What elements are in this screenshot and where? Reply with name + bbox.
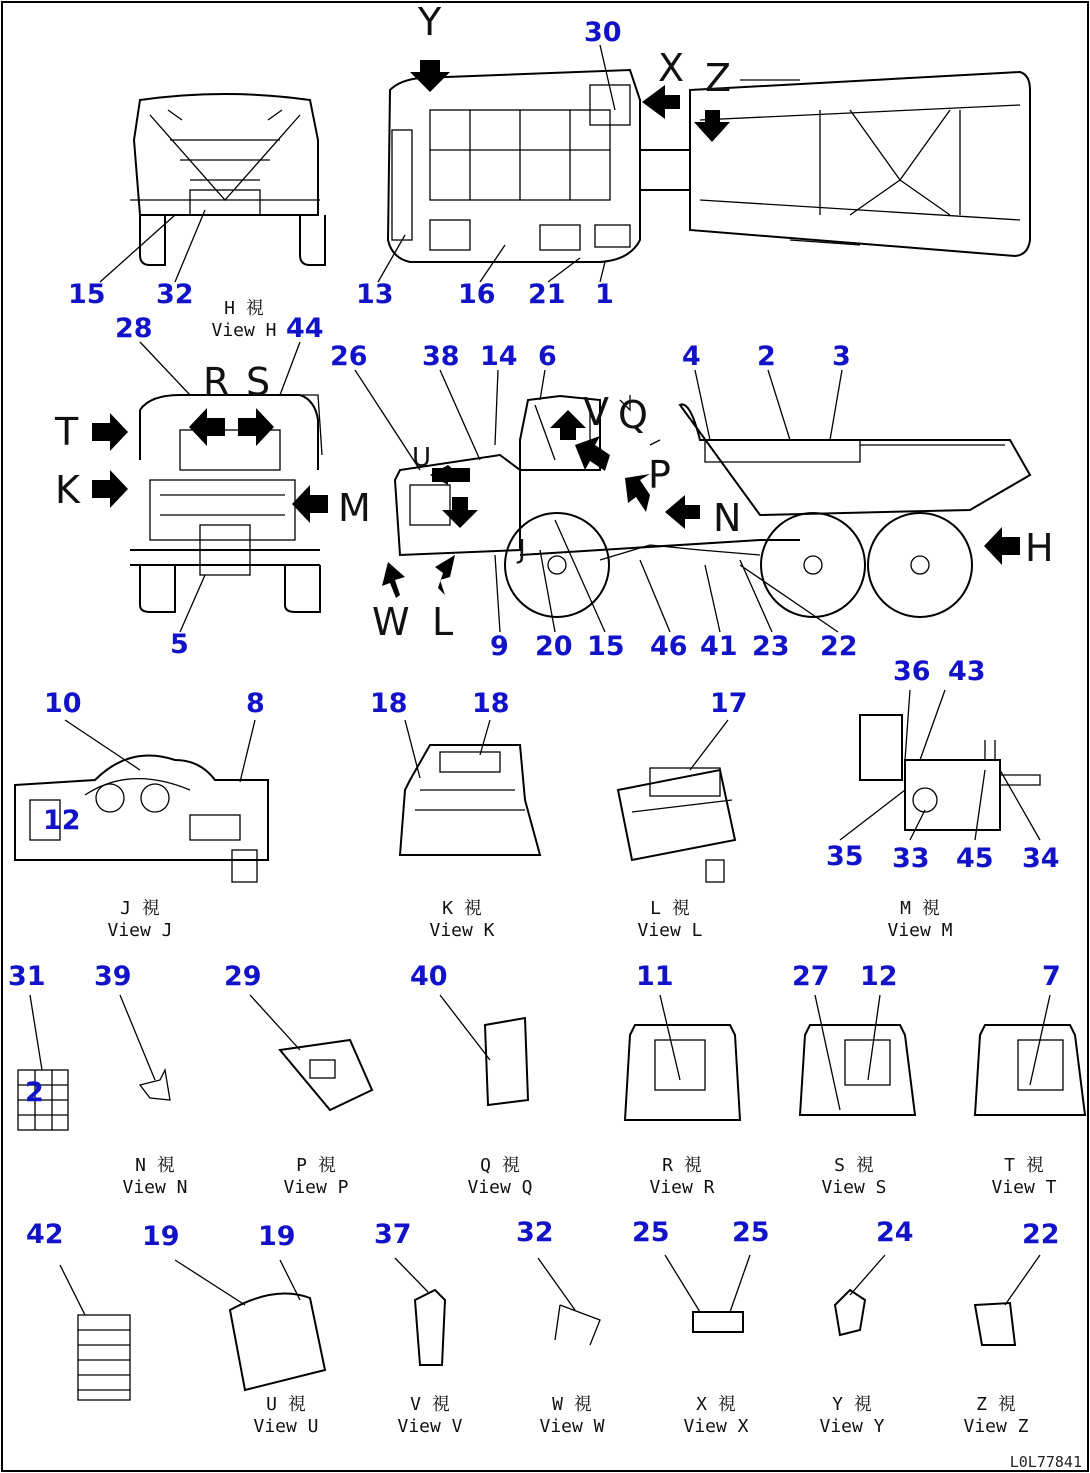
arrow-letter-l: L bbox=[432, 600, 454, 644]
callout-11: 11 bbox=[636, 961, 674, 992]
callout-27: 27 bbox=[792, 961, 830, 992]
callout-32-top: 32 bbox=[156, 279, 194, 310]
arrow-letter-w: W bbox=[372, 600, 410, 644]
callout-19-left: 19 bbox=[142, 1221, 180, 1252]
callout-3: 3 bbox=[832, 341, 851, 372]
callout-42: 42 bbox=[26, 1219, 64, 1250]
callout-9: 9 bbox=[490, 631, 509, 662]
arrow-m bbox=[292, 485, 328, 523]
callout-5: 5 bbox=[170, 629, 189, 660]
arrow-n bbox=[665, 495, 700, 529]
arrow-l bbox=[435, 555, 455, 595]
view-p-drawing bbox=[280, 1040, 372, 1110]
callout-25-left: 25 bbox=[632, 1217, 670, 1248]
view-h-rear-drawing bbox=[130, 94, 325, 265]
callout-12-view-j: 12 bbox=[43, 805, 81, 836]
caption-view-l: L 視 View L bbox=[637, 898, 703, 941]
arrow-letter-n: N bbox=[713, 496, 742, 540]
caption-view-v: V 視 View V bbox=[397, 1394, 463, 1437]
view-y-drawing bbox=[835, 1290, 865, 1335]
arrow-letter-s: S bbox=[246, 360, 271, 404]
caption-view-h: H 視 View H bbox=[211, 298, 277, 341]
callout-30: 30 bbox=[584, 17, 622, 48]
arrow-letter-z: Z bbox=[705, 56, 732, 100]
arrow-letter-q: Q bbox=[618, 393, 648, 437]
callout-34: 34 bbox=[1022, 843, 1060, 874]
callout-17: 17 bbox=[710, 688, 748, 719]
callout-8: 8 bbox=[246, 688, 265, 719]
caption-view-w: W 視 View W bbox=[539, 1394, 605, 1437]
callout-39: 39 bbox=[94, 961, 132, 992]
callout-22-side: 22 bbox=[820, 631, 858, 662]
callout-23: 23 bbox=[752, 631, 790, 662]
callout-45: 45 bbox=[956, 843, 994, 874]
arrow-letter-m: M bbox=[338, 486, 371, 530]
view-s-drawing bbox=[800, 1025, 915, 1115]
side-view-arrows bbox=[382, 410, 1020, 598]
arrow-u bbox=[430, 465, 470, 485]
callout-16: 16 bbox=[458, 279, 496, 310]
arrow-letter-r: R bbox=[203, 360, 230, 404]
callout-12-view-s: 12 bbox=[860, 961, 898, 992]
view-l-drawing bbox=[618, 768, 735, 882]
arrow-letter-p: P bbox=[648, 453, 671, 497]
arrow-v bbox=[550, 410, 586, 440]
callout-18-right: 18 bbox=[472, 688, 510, 719]
callout-21: 21 bbox=[528, 279, 566, 310]
caption-view-j: J 視 View J bbox=[107, 898, 173, 941]
view-q-drawing bbox=[485, 1018, 528, 1105]
callout-19-right: 19 bbox=[258, 1221, 296, 1252]
front-view-arrows bbox=[92, 408, 328, 523]
arrow-letter-v: V bbox=[583, 390, 609, 434]
view-v-drawing bbox=[415, 1290, 445, 1365]
caption-view-t: T 視 View T bbox=[991, 1155, 1057, 1198]
callout-26: 26 bbox=[330, 341, 368, 372]
rear-wheel-2 bbox=[868, 513, 972, 617]
callout-33: 33 bbox=[892, 843, 930, 874]
callout-28: 28 bbox=[115, 313, 153, 344]
caption-view-n: N 視 View N bbox=[122, 1155, 188, 1198]
callout-35: 35 bbox=[826, 841, 864, 872]
arrow-letter-h: H bbox=[1025, 526, 1054, 570]
callout-29: 29 bbox=[224, 961, 262, 992]
callout-18-left: 18 bbox=[370, 688, 408, 719]
view-w-drawing bbox=[555, 1305, 600, 1345]
callout-25-right: 25 bbox=[732, 1217, 770, 1248]
arrow-t bbox=[92, 413, 128, 451]
view-m-drawing bbox=[860, 715, 1040, 830]
arrow-r bbox=[189, 408, 225, 446]
callout-40: 40 bbox=[410, 961, 448, 992]
arrow-letter-x: X bbox=[658, 46, 685, 90]
arrow-letter-k: K bbox=[55, 468, 80, 512]
callout-31: 31 bbox=[8, 961, 46, 992]
rear-wheel-1 bbox=[761, 513, 865, 617]
drawing-code: L0L77841 bbox=[1009, 1453, 1082, 1471]
view-z-drawing bbox=[975, 1303, 1015, 1345]
arrow-w bbox=[382, 562, 405, 598]
view-u-drawing bbox=[230, 1294, 325, 1390]
callout-10: 10 bbox=[44, 688, 82, 719]
callout-24: 24 bbox=[876, 1217, 914, 1248]
arrow-x bbox=[642, 85, 680, 119]
caption-view-x: X 視 View X bbox=[683, 1394, 749, 1437]
caption-view-p: P 視 View P bbox=[283, 1155, 349, 1198]
callout-7: 7 bbox=[1042, 961, 1061, 992]
arrow-y bbox=[410, 60, 450, 92]
callout-20: 20 bbox=[535, 631, 573, 662]
arrow-z bbox=[694, 110, 730, 142]
callout-2-view-n: 2 bbox=[25, 1077, 44, 1108]
view-42-label-drawing bbox=[78, 1315, 130, 1400]
caption-view-q: Q 視 View Q bbox=[467, 1155, 533, 1198]
caption-view-k: K 視 View K bbox=[429, 898, 495, 941]
callout-4: 4 bbox=[682, 341, 701, 372]
arrow-letter-y: Y bbox=[418, 0, 442, 44]
view-r-drawing bbox=[625, 1025, 740, 1120]
arrow-q bbox=[575, 436, 610, 471]
caption-view-u: U 視 View U bbox=[253, 1394, 319, 1437]
view-x-drawing bbox=[693, 1312, 743, 1332]
caption-view-z: Z 視 View Z bbox=[963, 1394, 1029, 1437]
callout-14: 14 bbox=[480, 341, 518, 372]
caption-view-m: M 視 View M bbox=[887, 898, 953, 941]
arrow-s bbox=[238, 408, 274, 446]
caption-view-r: R 視 View R bbox=[649, 1155, 715, 1198]
caption-view-s: S 視 View S bbox=[821, 1155, 887, 1198]
callout-13: 13 bbox=[356, 279, 394, 310]
view-k-drawing bbox=[400, 745, 540, 855]
callout-38: 38 bbox=[422, 341, 460, 372]
callout-41: 41 bbox=[700, 631, 738, 662]
callout-36: 36 bbox=[893, 656, 931, 687]
view-t-drawing bbox=[975, 1025, 1085, 1115]
arrow-u2 bbox=[442, 497, 478, 528]
arrow-p bbox=[625, 474, 650, 512]
caption-view-y: Y 視 View Y bbox=[819, 1394, 885, 1437]
callout-22-view-z: 22 bbox=[1022, 1219, 1060, 1250]
arrow-letter-u: U bbox=[412, 443, 432, 473]
view-n-drawing bbox=[140, 1070, 170, 1100]
callout-44: 44 bbox=[286, 313, 324, 344]
callout-6: 6 bbox=[538, 341, 557, 372]
arrow-letter-j: J bbox=[518, 535, 526, 565]
arrow-h bbox=[984, 527, 1020, 565]
callout-15-top: 15 bbox=[68, 279, 106, 310]
callout-37: 37 bbox=[374, 1219, 412, 1250]
callout-1: 1 bbox=[595, 279, 614, 310]
callout-46: 46 bbox=[650, 631, 688, 662]
callout-32-view-w: 32 bbox=[516, 1217, 554, 1248]
callout-2-side: 2 bbox=[757, 341, 776, 372]
arrow-k bbox=[92, 470, 128, 508]
callout-15-side: 15 bbox=[587, 631, 625, 662]
callout-43: 43 bbox=[948, 656, 986, 687]
arrow-letter-t: T bbox=[55, 410, 79, 454]
